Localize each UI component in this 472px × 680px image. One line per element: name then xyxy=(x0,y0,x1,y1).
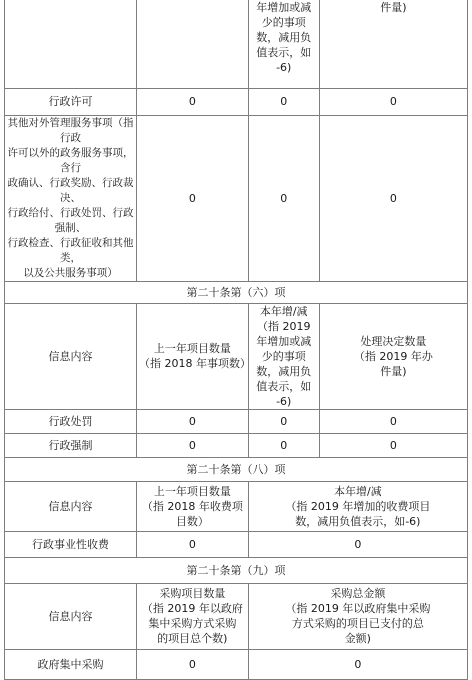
line: 件量) xyxy=(380,1,407,14)
header-info: 信息内容 xyxy=(5,303,137,409)
line: 的项目总个数) xyxy=(157,632,228,645)
line: 值表示，如 xyxy=(256,46,312,59)
cell-value: 0 xyxy=(248,88,319,115)
row-label: 行政处罚 xyxy=(5,409,137,433)
cell-value: 0 xyxy=(319,433,467,457)
partial-header-cell-change xyxy=(248,0,319,88)
line: 本年增/减 xyxy=(333,484,382,498)
partial-header-row xyxy=(5,0,468,88)
line: 值表示，如 xyxy=(256,379,312,393)
line: 以及公共服务事项） xyxy=(23,266,118,279)
section-title: 第二十条第（六）项 xyxy=(5,281,468,303)
line: 采购总金额 xyxy=(330,587,386,600)
section-title: 第二十条第（八）项 xyxy=(5,457,468,481)
line: 集中采购方式采购 xyxy=(148,617,237,630)
line: （指 2019 年办 xyxy=(353,349,433,363)
cell-value: 0 xyxy=(248,115,319,281)
header-prev xyxy=(136,481,248,531)
header-row xyxy=(5,303,468,409)
header-info: 信息内容 xyxy=(5,481,137,531)
header-info: 信息内容 xyxy=(5,583,137,649)
header-change xyxy=(248,481,467,531)
row-label xyxy=(5,115,137,281)
line: 上一年项目数量 xyxy=(153,484,231,498)
row-label: 行政强制 xyxy=(5,433,137,457)
line: 其他对外管理服务事项（指行政 xyxy=(7,116,134,144)
line: -6) xyxy=(276,61,292,74)
table-row xyxy=(5,649,468,679)
line: （指 2019 年以政府集中采购 xyxy=(285,602,431,615)
cell-value: 0 xyxy=(248,649,467,679)
section-title-row xyxy=(5,557,468,583)
line: 数，减用负 xyxy=(256,364,312,378)
cell-value: 0 xyxy=(136,88,248,115)
row-label: 行政事业性收费 xyxy=(5,531,137,557)
line: 行政给付、行政处罚、行政强制、 xyxy=(7,206,134,234)
cell-value: 0 xyxy=(136,115,248,281)
disclosure-table xyxy=(4,0,468,680)
section-title-row xyxy=(5,281,468,303)
line: （指 2018 年事项数） xyxy=(138,357,251,370)
line: 数，减用负值表示，如-6) xyxy=(295,514,421,528)
cell-value: 0 xyxy=(248,409,319,433)
section-title: 第二十条第（九）项 xyxy=(5,557,468,583)
line: 政确认、行政奖励、行政裁决、 xyxy=(7,176,134,204)
row-label: 行政许可 xyxy=(5,88,137,115)
header-amount xyxy=(248,583,467,649)
partial-header-cell-info xyxy=(5,0,137,88)
line: 许可以外的政务服务事项，含行 xyxy=(7,146,134,174)
cell-value: 0 xyxy=(248,433,319,457)
line: 金额) xyxy=(344,632,371,645)
table-row xyxy=(5,531,468,557)
cell-value: 0 xyxy=(319,88,467,115)
header-change xyxy=(248,303,319,409)
line: 方式采购的项目已支付的总 xyxy=(291,617,424,630)
line: 数，减用负 xyxy=(256,31,312,44)
table-row xyxy=(5,409,468,433)
line: （指 2019 xyxy=(256,319,311,333)
line: （指 2019 年增加的收费项目 xyxy=(285,499,431,513)
cell-value: 0 xyxy=(136,649,248,679)
line: 采购项目数量 xyxy=(159,587,226,600)
header-decision xyxy=(319,303,467,409)
cell-value: 0 xyxy=(319,115,467,281)
line: -6) xyxy=(276,394,292,408)
line: 年增加或减 xyxy=(256,1,312,14)
line: 件量) xyxy=(380,364,407,378)
header-count xyxy=(136,583,248,649)
partial-header-cell-decision xyxy=(319,0,467,88)
line: 处理决定数量 xyxy=(360,334,427,348)
header-row xyxy=(5,583,468,649)
line: 年增加或减 xyxy=(256,334,312,348)
line: 少的事项 xyxy=(261,349,306,363)
row-label: 政府集中采购 xyxy=(5,649,137,679)
line: 目数） xyxy=(175,514,209,528)
cell-value: 0 xyxy=(248,531,467,557)
header-prev xyxy=(136,303,251,409)
line: 本年增/减 xyxy=(259,304,308,318)
table-row xyxy=(5,115,468,281)
cell-value: 0 xyxy=(319,409,467,433)
line: （指 2018 年收费项 xyxy=(141,499,243,513)
cell-value: 0 xyxy=(136,409,248,433)
partial-header-cell-prev xyxy=(136,0,248,88)
section-title-row xyxy=(5,457,468,481)
line: 行政检查、行政征收和其他类， xyxy=(7,236,134,264)
header-row xyxy=(5,481,468,531)
cell-value: 0 xyxy=(136,433,248,457)
table-row xyxy=(5,433,468,457)
line: 上一年项目数量 xyxy=(153,342,231,355)
cell-value: 0 xyxy=(136,531,248,557)
table-row xyxy=(5,88,468,115)
line: 少的事项 xyxy=(261,16,306,29)
line: （指 2019 年以政府 xyxy=(141,602,243,615)
